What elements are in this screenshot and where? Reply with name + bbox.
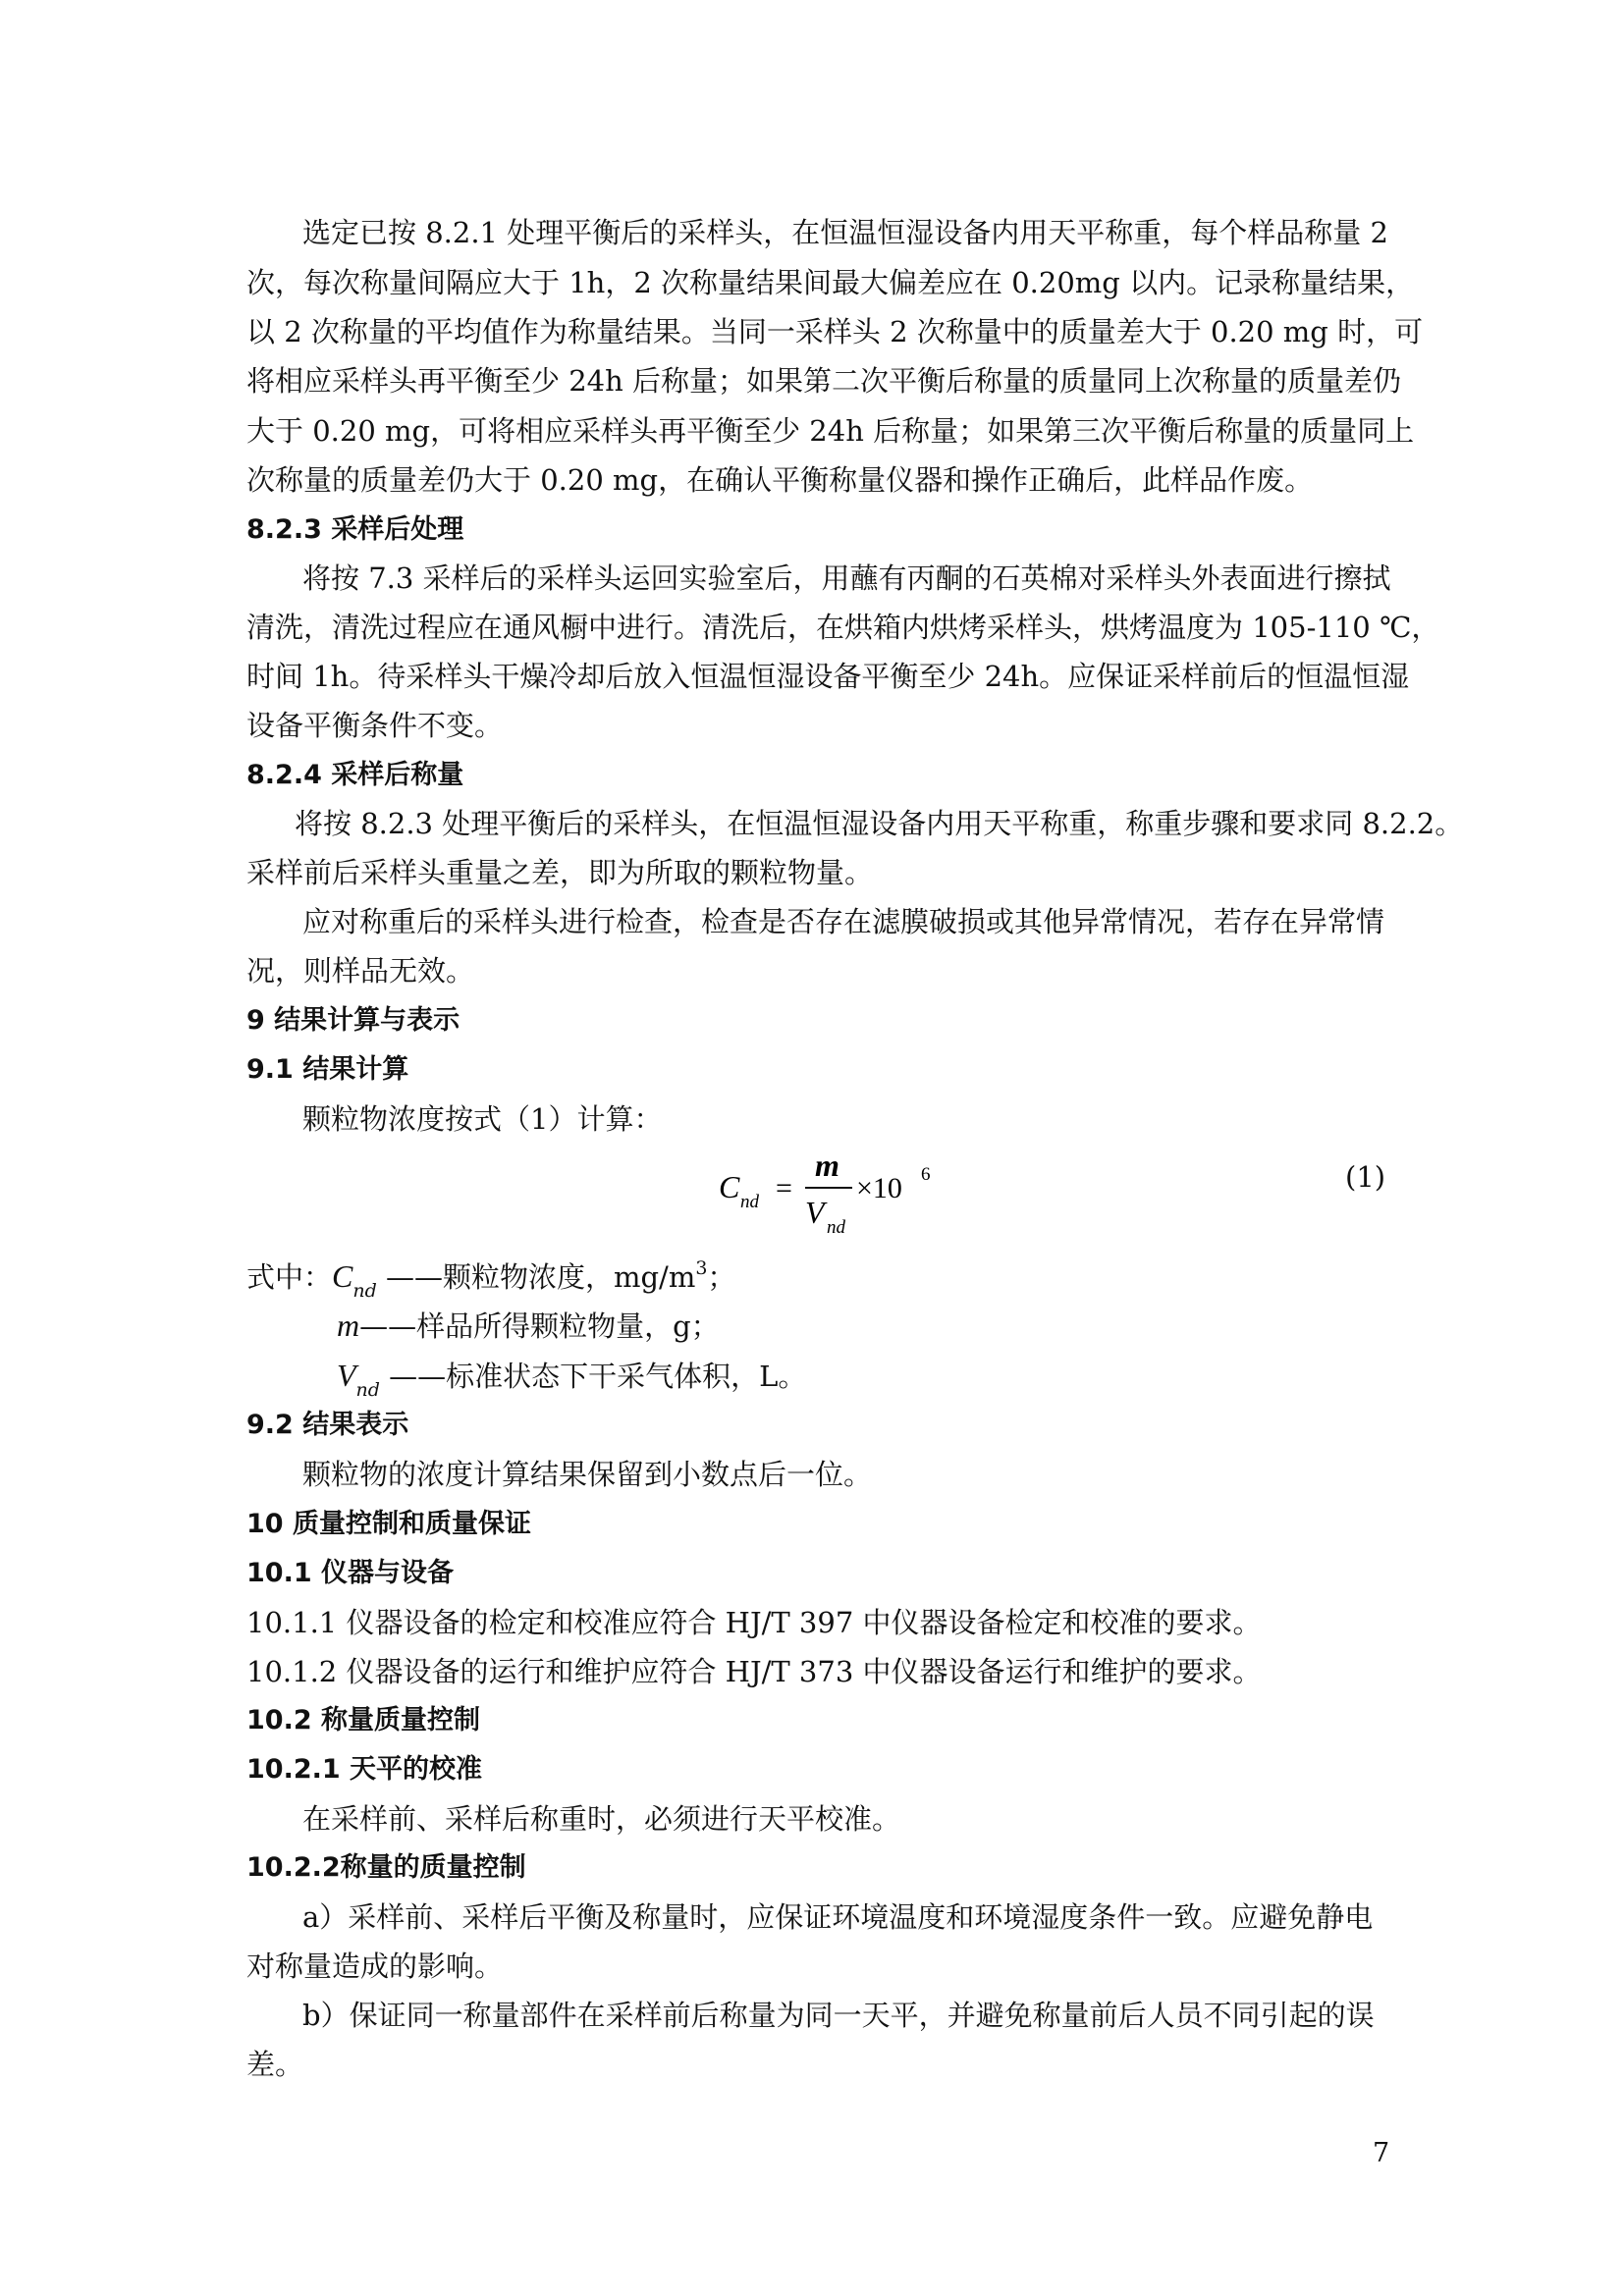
where-line-2	[337, 1301, 1476, 1351]
section-heading: 9.2 结果表示	[246, 1410, 409, 1440]
formula-exponent: 6	[921, 1164, 931, 1185]
paragraph-line: 时间 1h。待采样头干燥冷却后放入恒温恒湿设备平衡至少 24h。应保证采样前后的恒温恒湿	[246, 660, 1410, 693]
paragraph-line: 采样前后采样头重量之差，即为所取的颗粒物量。	[246, 856, 874, 889]
paragraph-line: 将相应采样头再平衡至少 24h 后称量；如果第二次平衡后称量的质量同上次称量的质量差仍	[246, 364, 1402, 398]
section-heading: 10.2.2称量的质量控制	[246, 1852, 526, 1883]
page-number: 7	[1373, 2138, 1390, 2168]
formula-lhs-sub: nd	[740, 1192, 759, 1212]
clause-line: 10.1.1 仪器设备的检定和校准应符合 HJ/T 397 中仪器设备检定和校准的要求。	[246, 1606, 1262, 1639]
section-heading: 9.1 结果计算	[246, 1054, 409, 1085]
formula-equals: =	[776, 1172, 792, 1204]
paragraph-line: 差。	[246, 2048, 304, 2081]
paragraph-line: 选定已按 8.2.1 处理平衡后的采样头，在恒温恒湿设备内用天平称重，每个样品称量 2	[302, 216, 1388, 249]
formula-denominator: V	[805, 1195, 825, 1230]
concentration-formula	[707, 1139, 1001, 1247]
paragraph-line: 设备平衡条件不变。	[246, 709, 504, 742]
paragraph-line: 以 2 次称量的平均值作为称量结果。当同一采样头 2 次称量中的质量差大于 0.20 mg 时，可	[246, 315, 1424, 348]
where-unit-sup: 3	[695, 1257, 708, 1279]
where-desc: ——颗粒物浓度，mg/m	[376, 1260, 696, 1294]
paragraph-line: 次称量的质量差仍大于 0.20 mg，在确认平衡称量仪器和操作正确后，此样品作废。	[246, 463, 1314, 497]
equation-number: (1)	[1345, 1160, 1386, 1194]
paragraph-line: 对称量造成的影响。	[246, 1949, 504, 1983]
paragraph-line: b）保证同一称量部件在采样前后称量为同一天平，并避免称量前后人员不同引起的误	[302, 1999, 1375, 2032]
where-symbol: m	[337, 1308, 360, 1343]
formula-lhs: C	[719, 1169, 740, 1204]
paragraph-line: 应对称重后的采样头进行检查，检查是否存在滤膜破损或其他异常情况，若存在异常情	[302, 905, 1385, 938]
where-desc: ——样品所得颗粒物量，g；	[359, 1309, 720, 1343]
paragraph-line: 在采样前、采样后称重时，必须进行天平校准。	[302, 1802, 901, 1836]
formula-numerator: m	[815, 1148, 839, 1183]
section-heading: 10.1 仪器与设备	[246, 1558, 455, 1588]
paragraph-line: 次，每次称量间隔应大于 1h，2 次称量结果间最大偏差应在 0.20mg 以内。记录称量结果，	[246, 266, 1415, 299]
where-desc: ——标准状态下干采气体积，L。	[379, 1360, 807, 1393]
where-label: 式中：	[246, 1260, 333, 1294]
section-heading: 10.2.1 天平的校准	[246, 1754, 483, 1785]
where-symbol: C	[332, 1258, 353, 1294]
where-symbol: V	[337, 1358, 356, 1393]
paragraph-line: 将按 8.2.3 处理平衡后的采样头，在恒温恒湿设备内用天平称重，称重步骤和要求同 8.2.2。	[295, 807, 1464, 840]
formula-times: ×10	[856, 1172, 902, 1204]
section-heading: 8.2.4 采样后称量	[246, 760, 464, 790]
where-symbol-sub: nd	[352, 1280, 377, 1302]
section-heading: 10 质量控制和质量保证	[246, 1509, 531, 1539]
formula-denominator-sub: nd	[827, 1217, 845, 1238]
section-heading: 8.2.3 采样后处理	[246, 514, 464, 545]
clause-line: 10.1.2 仪器设备的运行和维护应符合 HJ/T 373 中仪器设备运行和维护的要求。	[246, 1655, 1262, 1688]
where-symbol-sub: nd	[355, 1379, 380, 1401]
paragraph-line: 颗粒物的浓度计算结果保留到小数点后一位。	[302, 1458, 873, 1491]
where-line-3	[337, 1351, 1476, 1405]
paragraph-line: a）采样前、采样后平衡及称量时，应保证环境温度和环境湿度条件一致。应避免静电	[302, 1900, 1374, 1934]
paragraph-line: 清洗，清洗过程应在通风橱中进行。清洗后，在烘箱内烘烤采样头，烘烤温度为 105-110 ℃，	[246, 611, 1440, 644]
paragraph-line: 将按 7.3 采样后的采样头运回实验室后，用蘸有丙酮的石英棉对采样头外表面进行擦拭	[302, 561, 1391, 595]
paragraph-line: 颗粒物浓度按式（1）计算：	[302, 1102, 663, 1136]
where-tail: ；	[707, 1260, 736, 1294]
section-heading: 10.2 称量质量控制	[246, 1705, 481, 1735]
where-line-1	[246, 1252, 1385, 1306]
section-heading: 9 结果计算与表示	[246, 1005, 460, 1036]
paragraph-line: 大于 0.20 mg，可将相应采样头再平衡至少 24h 后称量；如果第三次平衡后称量的质量同上	[246, 414, 1415, 448]
paragraph-line: 况，则样品无效。	[246, 954, 475, 988]
